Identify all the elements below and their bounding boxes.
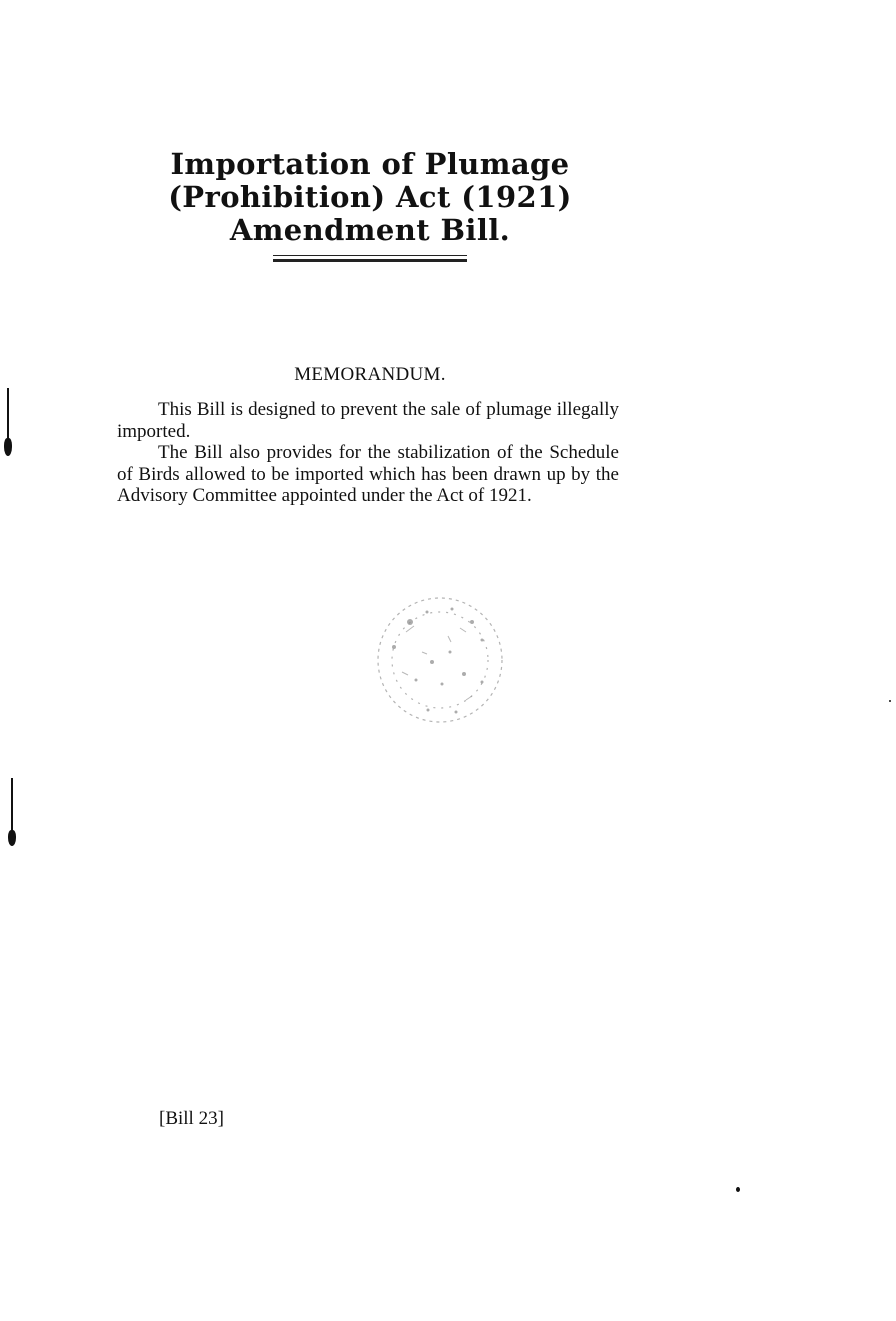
memorandum-paragraph-2: The Bill also provides for the stabilization of the Schedule of Birds allowed to be imported which has been drawn up by the Advisory Committee appointed under the Act of 1921. <box>117 442 619 506</box>
title-rule-thick <box>273 259 467 262</box>
title-line-3: Amendment Bill. <box>229 213 511 247</box>
bill-title <box>140 148 600 247</box>
ink-speck <box>736 1187 740 1192</box>
bill-number: [Bill 23] <box>159 1108 224 1129</box>
title-line-1: Importation of Plumage <box>170 147 570 181</box>
memorandum-paragraph-1: This Bill is designed to prevent the sale of plumage illegally imported. <box>117 399 619 442</box>
binding-tag-bottom <box>7 778 17 848</box>
memorandum-body <box>117 399 619 507</box>
memorandum-heading: MEMORANDUM. <box>294 364 446 385</box>
title-rule-thin <box>273 255 467 256</box>
library-seal-stamp-icon <box>372 592 508 728</box>
title-line-2: (Prohibition) Act (1921) <box>168 180 572 214</box>
ink-speck-small <box>889 700 891 702</box>
binding-tag-top <box>3 388 13 458</box>
